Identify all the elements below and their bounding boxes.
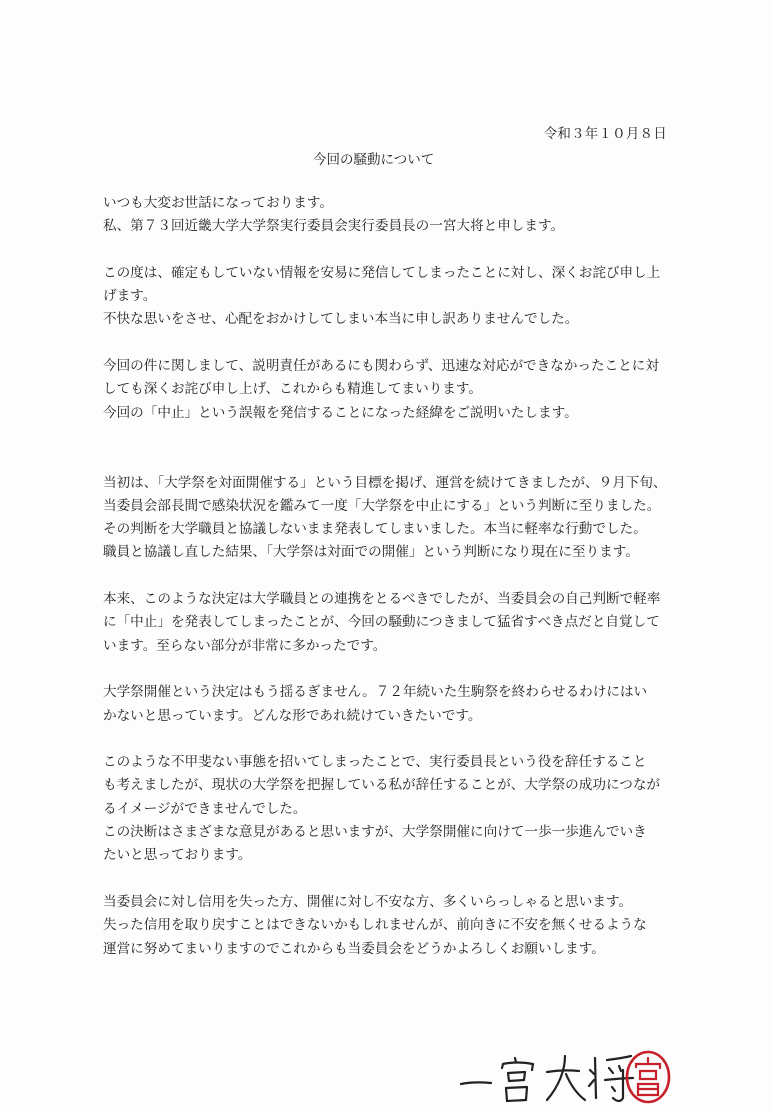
text-line: も考えましたが、現状の大学祭を把握している私が辞任することが、大学祭の成功につなが bbox=[103, 777, 661, 794]
text-line: 当初は、「大学祭を対面開催する」という目標を掲げ、運営を続けてきましたが、９月下旬、 bbox=[103, 474, 667, 491]
paragraph-decision bbox=[103, 681, 688, 728]
text-line: この度は、確定もしていない情報を安易に発信してしまったことに対し、深くお詫び申し上 bbox=[103, 264, 661, 281]
text-line: るイメージができませんでした。 bbox=[103, 800, 307, 817]
paragraph-closing bbox=[103, 891, 688, 961]
text-line: このような不甲斐ない事態を招いてしまったことで、実行委員長という役を辞任すること bbox=[103, 754, 647, 771]
text-line: 不快な思いをさせ、心配をおかけしてしまい本当に申し訳ありませんでした。 bbox=[103, 311, 579, 328]
text-line: いつも大変お世話になっております。 bbox=[103, 195, 334, 211]
text-line: この決断はさまざまな意見があると思いますが、大学祭開催に向けて一歩一歩進んでいき bbox=[103, 824, 647, 841]
text-line: 失った信用を取り戻すことはできないかもしれませんが、前向きに不安を無くせるような bbox=[103, 917, 647, 934]
text-line: います。至らない部分が非常に多かったです。 bbox=[103, 637, 387, 654]
paragraph-resignation bbox=[103, 751, 688, 867]
paragraph-apology bbox=[103, 262, 688, 332]
paragraph-background bbox=[103, 472, 688, 565]
text-line: 当委員会に対し信用を失った方、開催に対し不安な方、多くいらっしゃると思います。 bbox=[103, 893, 633, 910]
text-line: その判断を大学職員と協議しないまま発表してしまいました。本当に軽率な行動でした。 bbox=[103, 521, 647, 538]
document-body bbox=[103, 192, 688, 984]
text-line: しても深くお詫び申し上げ、これからも精進してまいります。 bbox=[103, 381, 482, 398]
paragraph-reflection bbox=[103, 588, 688, 658]
text-line: 大学祭開催という決定はもう揺るぎません。７２年続いた生駒祭を終わらせるわけにはい bbox=[103, 684, 648, 701]
text-line: たいと思っております。 bbox=[103, 847, 252, 864]
text-line: かないと思っています。どんな形であれ続けていきたいです。 bbox=[103, 707, 482, 724]
text-line: 職員と協議し直した結果、「大学祭は対面での開催」という判断になり現在に至ります。 bbox=[103, 544, 639, 561]
seal-stamp bbox=[623, 1047, 673, 1107]
text-line: に「中止」を発表してしまったことが、今回の騒動につきまして猛省すべき点だと自覚して bbox=[103, 614, 660, 631]
text-line: げます。 bbox=[103, 288, 157, 305]
document-date: 令和３年１０月８日 bbox=[543, 126, 667, 142]
document-title: 今回の騒動について bbox=[313, 152, 435, 168]
paragraph-greeting bbox=[103, 192, 688, 239]
seal-icon bbox=[623, 1047, 673, 1107]
text-line: 当委員会部長間で感染状況を鑑みて一度「大学祭を中止にする」という判断に至りました。 bbox=[103, 497, 661, 514]
text-line: 運営に努めてまいりますのでこれからも当委員会をどうかよろしくお願いします。 bbox=[103, 940, 605, 957]
paragraph-responsibility bbox=[103, 355, 688, 425]
text-line: 今回の件に関しまして、説明責任があるにも関わらず、迅速な対応ができなかったことに対 bbox=[103, 358, 659, 375]
text-line: 今回の「中止」という誤報を発信することになった経緯をご説明いたします。 bbox=[103, 404, 578, 421]
text-line: 本来、このような決定は大学職員との連携をとるべきでしたが、当委員会の自己判断で軽率 bbox=[103, 591, 661, 608]
text-line: 私、第７３回近畿大学大学祭実行委員会実行委員長の一宮大将と申します。 bbox=[103, 218, 565, 235]
